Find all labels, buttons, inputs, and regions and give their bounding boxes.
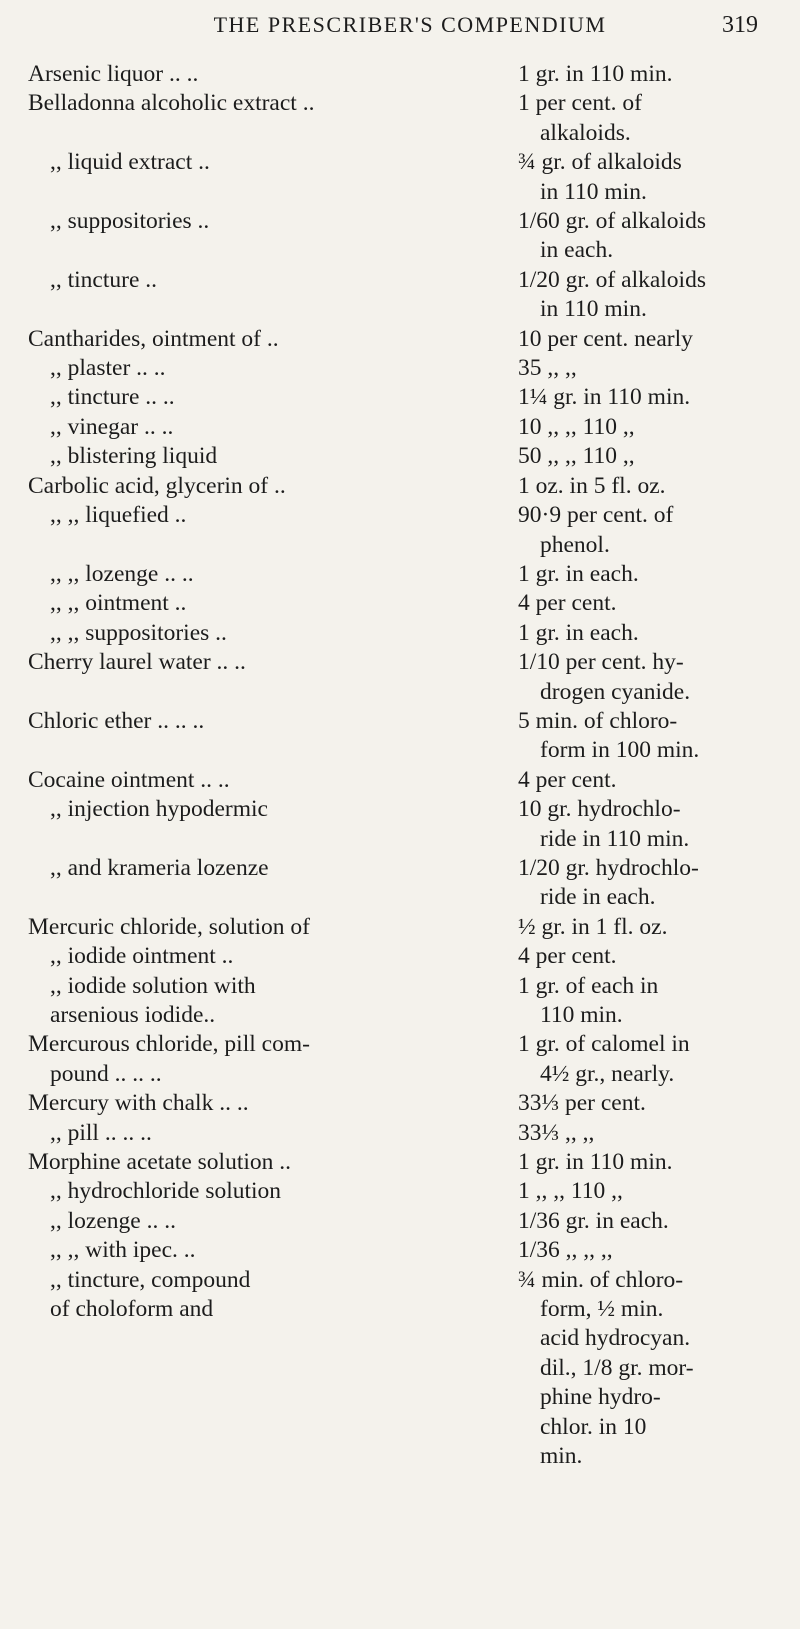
- entry-row: [28, 472, 778, 501]
- strength-line: phine hydro-: [540, 1384, 661, 1411]
- entry-row: [28, 148, 778, 207]
- entry-preparation: [28, 942, 518, 971]
- preparation-line: Arsenic liquor .. ..: [28, 61, 199, 87]
- strength-line: 4 per cent.: [518, 766, 617, 793]
- strength-line: chlor. in 10: [540, 1413, 647, 1440]
- entry-strength: [518, 619, 778, 648]
- strength-line: ¾ min. of chloro-: [518, 1266, 684, 1293]
- entry-preparation: [28, 795, 518, 824]
- entry-row: [28, 60, 778, 89]
- preparation-line: ,, tincture, compound: [50, 1266, 251, 1293]
- preparation-line: ,, ,, with ipec. ..: [50, 1237, 196, 1264]
- preparation-line: ,, ,, ointment ..: [50, 590, 187, 617]
- preparation-line: ,, ,, suppositories ..: [50, 619, 227, 646]
- strength-line: 4 per cent.: [518, 943, 617, 970]
- entry-preparation: [28, 413, 518, 442]
- strength-line: min.: [540, 1443, 583, 1470]
- entry-strength: [518, 354, 778, 383]
- entry-preparation: [28, 854, 518, 883]
- preparation-line: ,, injection hypodermic: [50, 796, 268, 823]
- entry-preparation: [28, 648, 518, 677]
- strength-line: 1/60 gr. of alkaloids: [518, 208, 706, 235]
- preparation-line: Cantharides, ointment of ..: [28, 325, 279, 352]
- preparation-line: Mercurous chloride, pill com-: [28, 1031, 310, 1058]
- entry-preparation: [28, 560, 518, 589]
- preparation-line: of choloform and: [50, 1296, 214, 1323]
- entry-preparation: [28, 354, 518, 383]
- strength-line: 1 gr. of each in: [518, 972, 659, 999]
- entry-preparation: [28, 1266, 518, 1325]
- entry-strength: [518, 560, 778, 589]
- strength-line: 1/36 gr. in each.: [518, 1207, 669, 1234]
- entry-strength: [518, 383, 778, 412]
- preparation-line: Morphine acetate solution ..: [28, 1149, 291, 1176]
- entry-strength: [518, 1207, 778, 1236]
- strength-line: 1 gr. in 110 min.: [518, 61, 673, 87]
- entry-strength: [518, 501, 778, 560]
- preparation-line: ,, lozenge .. ..: [50, 1207, 176, 1234]
- page-header: [60, 8, 760, 48]
- entry-row: [28, 442, 778, 471]
- entry-strength: [518, 472, 778, 501]
- entry-strength: [518, 442, 778, 471]
- entry-preparation: [28, 707, 518, 736]
- entry-preparation: [28, 383, 518, 412]
- strength-line: 1 ,, ,, 110 ,,: [518, 1178, 623, 1205]
- entry-preparation: [28, 148, 518, 177]
- entry-strength: [518, 89, 778, 148]
- entry-strength: [518, 1266, 778, 1472]
- strength-line: in 110 min.: [540, 296, 647, 323]
- entry-strength: [518, 207, 778, 266]
- preparation-line: ,, tincture .. ..: [50, 384, 175, 411]
- strength-line: ¾ gr. of alkaloids: [518, 149, 682, 176]
- strength-line: 1/36 ,, ,, ,,: [518, 1237, 613, 1264]
- entry-row: [28, 266, 778, 325]
- preparation-line: Belladonna alcoholic extract ..: [28, 90, 315, 117]
- preparation-line: ,, tincture ..: [50, 266, 158, 293]
- preparation-line: ,, pill .. .. ..: [50, 1119, 152, 1146]
- entry-row: [28, 1148, 778, 1177]
- entry-preparation: [28, 1119, 518, 1148]
- entry-row: [28, 648, 778, 707]
- preparation-line: ,, blistering liquid: [50, 443, 218, 470]
- entry-strength: [518, 1236, 778, 1265]
- strength-line: 33⅓ ,, ,,: [518, 1119, 595, 1146]
- entry-strength: [518, 854, 778, 913]
- strength-line: form, ½ min.: [540, 1296, 664, 1323]
- entry-preparation: [28, 972, 518, 1031]
- entry-row: [28, 1177, 778, 1206]
- entry-preparation: [28, 1236, 518, 1265]
- entry-preparation: [28, 89, 518, 118]
- entry-strength: [518, 942, 778, 971]
- strength-line: 1 per cent. of: [518, 90, 642, 117]
- strength-line: 4 per cent.: [518, 590, 617, 617]
- entry-preparation: [28, 60, 518, 89]
- strength-line: 110 min.: [540, 1002, 623, 1028]
- entry-row: [28, 354, 778, 383]
- preparation-line: ,, ,, lozenge .. ..: [50, 560, 194, 587]
- entry-preparation: [28, 1207, 518, 1236]
- preparation-line: ,, hydrochloride solution: [50, 1178, 282, 1205]
- entry-strength: [518, 707, 778, 766]
- strength-line: drogen cyanide.: [540, 678, 691, 705]
- entry-strength: [518, 413, 778, 442]
- entry-preparation: [28, 589, 518, 618]
- entry-preparation: [28, 501, 518, 530]
- strength-line: form in 100 min.: [540, 737, 700, 764]
- entry-strength: [518, 325, 778, 354]
- entry-strength: [518, 766, 778, 795]
- preparation-line: ,, liquid extract ..: [50, 149, 210, 176]
- entry-strength: [518, 266, 778, 325]
- preparation-line: ,, plaster .. ..: [50, 355, 166, 382]
- entry-strength: [518, 1089, 778, 1118]
- strength-line: 1¼ gr. in 110 min.: [518, 384, 691, 411]
- strength-line: 10 ,, ,, 110 ,,: [518, 413, 635, 440]
- strength-line: 4½ gr., nearly.: [540, 1060, 675, 1087]
- strength-line: 5 min. of chloro-: [518, 707, 678, 734]
- entry-row: [28, 619, 778, 648]
- strength-line: 33⅓ per cent.: [518, 1090, 646, 1117]
- strength-line: 1 gr. in each.: [518, 560, 639, 587]
- compendium-entries: [28, 60, 778, 1472]
- entry-strength: [518, 589, 778, 618]
- entry-strength: [518, 1148, 778, 1177]
- entry-row: [28, 795, 778, 854]
- strength-line: 10 gr. hydrochlo-: [518, 796, 681, 823]
- page-number: 319: [722, 12, 758, 38]
- entry-row: [28, 1207, 778, 1236]
- strength-line: 1/20 gr. hydrochlo-: [518, 854, 699, 881]
- entry-preparation: [28, 325, 518, 354]
- preparation-line: arsenious iodide..: [50, 1002, 216, 1028]
- strength-line: 35 ,, ,,: [518, 355, 577, 382]
- strength-line: alkaloids.: [540, 119, 631, 146]
- entry-row: [28, 413, 778, 442]
- entry-preparation: [28, 619, 518, 648]
- strength-line: 1 gr. in 110 min.: [518, 1149, 673, 1176]
- strength-line: 50 ,, ,, 110 ,,: [518, 443, 635, 470]
- preparation-line: ,, iodide solution with: [50, 972, 256, 999]
- preparation-line: ,, ,, liquefied ..: [50, 502, 187, 529]
- strength-line: 10 per cent. nearly: [518, 325, 693, 352]
- entry-row: [28, 942, 778, 971]
- entry-preparation: [28, 766, 518, 795]
- preparation-line: Mercury with chalk .. ..: [28, 1090, 249, 1117]
- preparation-line: ,, and krameria lozenze: [50, 854, 269, 881]
- preparation-line: Mercuric chloride, solution of: [28, 913, 310, 940]
- preparation-line: Carbolic acid, glycerin of ..: [28, 472, 286, 499]
- strength-line: ride in 110 min.: [540, 825, 690, 852]
- entry-preparation: [28, 1148, 518, 1177]
- entry-row: [28, 854, 778, 913]
- entry-row: [28, 501, 778, 560]
- entry-preparation: [28, 1177, 518, 1206]
- entry-row: [28, 560, 778, 589]
- preparation-line: Chloric ether .. .. ..: [28, 707, 205, 734]
- entry-row: [28, 207, 778, 266]
- entry-strength: [518, 972, 778, 1031]
- preparation-line: Cherry laurel water .. ..: [28, 649, 246, 676]
- entry-preparation: [28, 1030, 518, 1089]
- entry-row: [28, 383, 778, 412]
- preparation-line: ,, iodide ointment ..: [50, 943, 234, 970]
- entry-strength: [518, 1177, 778, 1206]
- entry-strength: [518, 648, 778, 707]
- entry-preparation: [28, 266, 518, 295]
- strength-line: dil., 1/8 gr. mor-: [540, 1354, 694, 1381]
- entry-row: [28, 1236, 778, 1265]
- preparation-line: ,, suppositories ..: [50, 208, 210, 235]
- entry-strength: [518, 1030, 778, 1089]
- entry-strength: [518, 1119, 778, 1148]
- strength-line: acid hydrocyan.: [540, 1325, 691, 1352]
- strength-line: 90·9 per cent. of: [518, 502, 674, 529]
- strength-line: 1 oz. in 5 fl. oz.: [518, 472, 666, 499]
- strength-line: in 110 min.: [540, 178, 647, 205]
- strength-line: 1 gr. in each.: [518, 619, 639, 646]
- strength-line: in each.: [540, 237, 614, 264]
- entry-row: [28, 707, 778, 766]
- entry-preparation: [28, 442, 518, 471]
- strength-line: ride in each.: [540, 884, 656, 911]
- strength-line: 1/10 per cent. hy-: [518, 649, 684, 676]
- entry-row: [28, 1119, 778, 1148]
- preparation-line: ,, vinegar .. ..: [50, 413, 174, 440]
- entry-row: [28, 589, 778, 618]
- entry-strength: [518, 913, 778, 942]
- entry-row: [28, 89, 778, 148]
- running-title: THE PRESCRIBER'S COMPENDIUM: [213, 12, 607, 37]
- strength-line: phenol.: [540, 531, 610, 558]
- entry-preparation: [28, 472, 518, 501]
- strength-line: ½ gr. in 1 fl. oz.: [518, 913, 668, 940]
- entry-strength: [518, 60, 778, 89]
- entry-strength: [518, 148, 778, 207]
- entry-preparation: [28, 913, 518, 942]
- entry-row: [28, 1030, 778, 1089]
- entry-preparation: [28, 1089, 518, 1118]
- preparation-line: Cocaine ointment .. ..: [28, 766, 230, 793]
- preparation-line: pound .. .. ..: [50, 1060, 162, 1087]
- entry-row: [28, 325, 778, 354]
- entry-row: [28, 1266, 778, 1472]
- entry-preparation: [28, 207, 518, 236]
- strength-line: 1/20 gr. of alkaloids: [518, 266, 706, 293]
- entry-row: [28, 1089, 778, 1118]
- strength-line: 1 gr. of calomel in: [518, 1031, 690, 1058]
- entry-strength: [518, 795, 778, 854]
- entry-row: [28, 913, 778, 942]
- entry-row: [28, 972, 778, 1031]
- entry-row: [28, 766, 778, 795]
